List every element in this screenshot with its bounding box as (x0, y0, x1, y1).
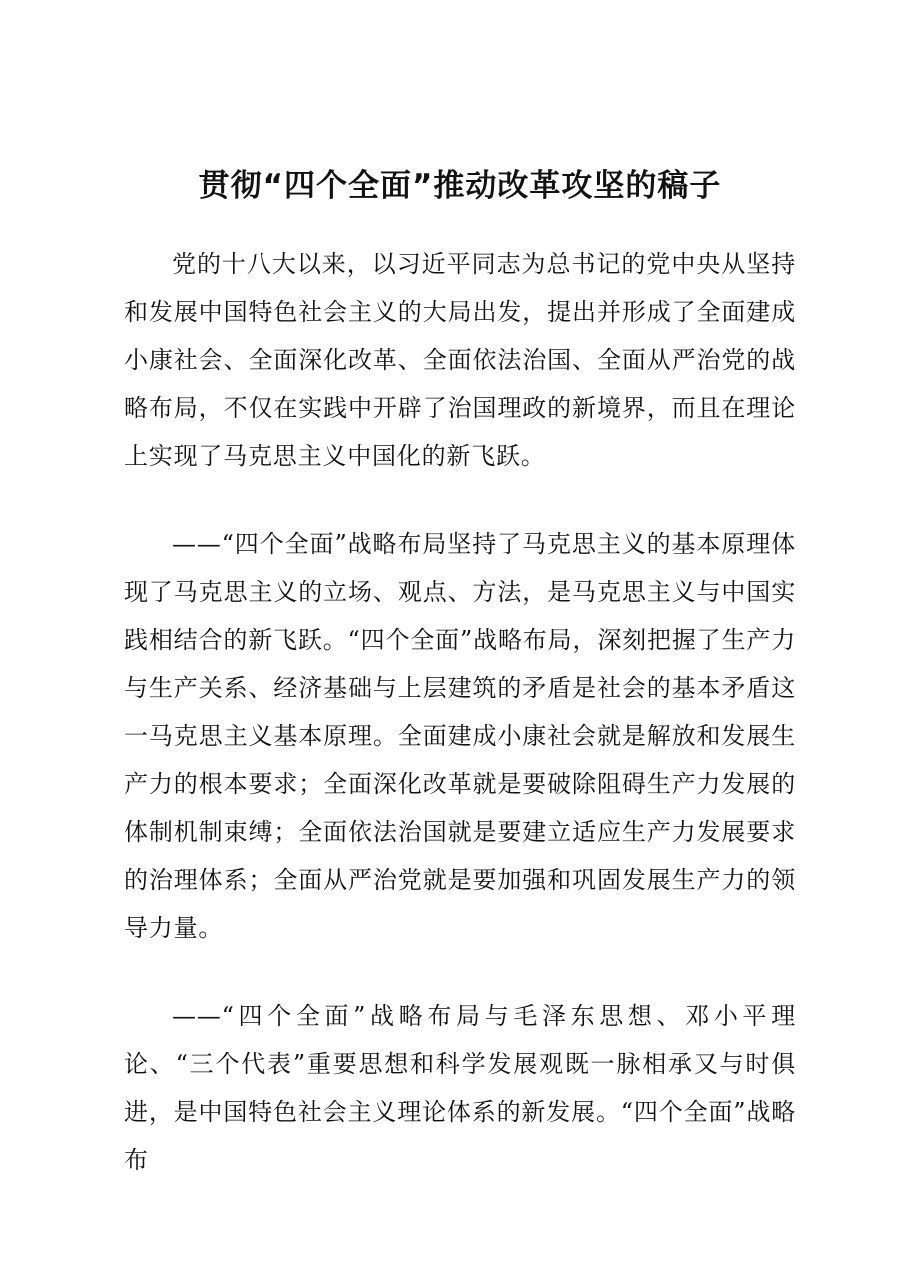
document-body (124, 240, 796, 1184)
document-title: 贯彻“四个全面”推动改革攻坚的稿子 (198, 168, 722, 204)
paragraph-marxism-principles: ——“四个全面”战略布局坚持了马克思主义的基本原理体现了马克思主义的立场、观点、方法，是马克思主义与中国实践相结合的新飞跃。“四个全面”战略布局，深刻把握了生产力与生产关系、经济基础与上层建筑的矛盾是社会的基本矛盾这一马克思主义基本原理。全面建成小康社会就是解放和发展生产力的根本要求；全面深化改革就是要破除阻碍生产力发展的体制机制束缚；全面依法治国就是要建立适应生产力发展要求的治理体系；全面从严治党就是要加强和巩固发展生产力的领导力量。 (124, 530, 796, 942)
paragraph-intro: 党的十八大以来，以习近平同志为总书记的党中央从坚持和发展中国特色社会主义的大局出发，提出并形成了全面建成小康社会、全面深化改革、全面依法治国、全面从严治党的战略布局，不仅在实践中开辟了治国理政的新境界，而且在理论上实现了马克思主义中国化的新飞跃。 (124, 250, 796, 470)
paragraph-theoretical-system: ——“四个全面”战略布局与毛泽东思想、邓小平理论、“三个代表”重要思想和科学发展观既一脉相承又与时俱进，是中国特色社会主义理论体系的新发展。“四个全面”战略布 (124, 1002, 796, 1174)
